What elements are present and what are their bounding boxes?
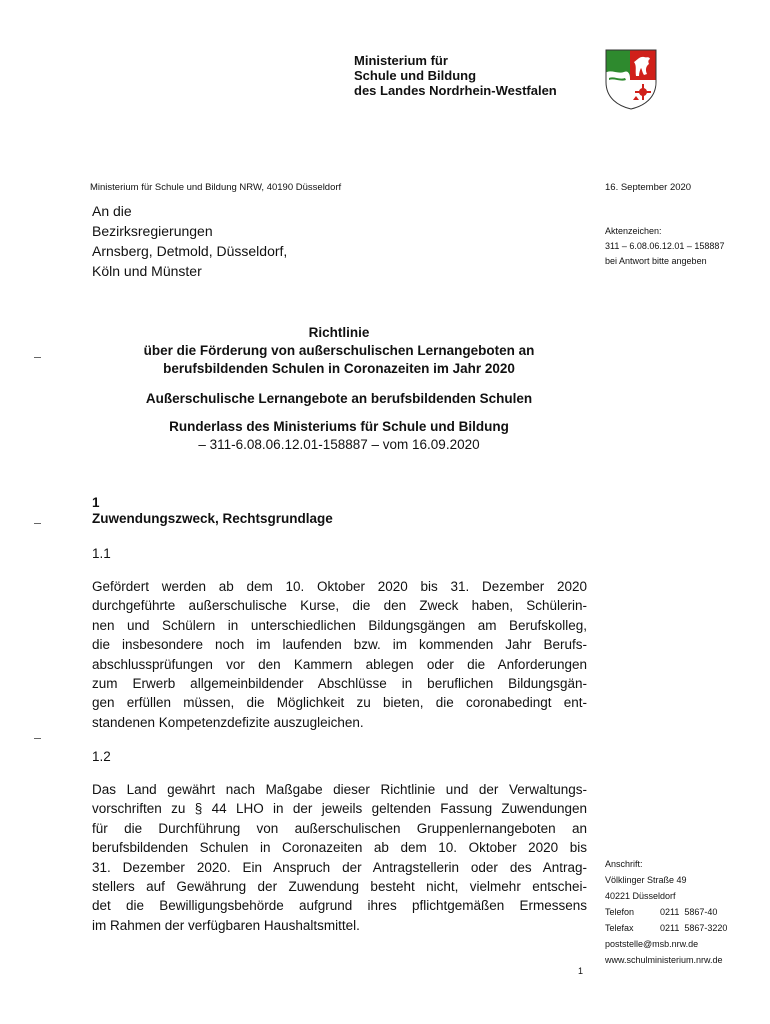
paragraph-line: zum Erwerb allgemeinbildender Abschlüsse in beruflichen Bildungsgän- bbox=[92, 676, 587, 692]
paragraph-line: nen und Schülern in unterschiedlichen Bildungsgängen am Berufskolleg, bbox=[92, 617, 587, 633]
subsection-number: 1.1 bbox=[92, 546, 111, 561]
section-heading: Zuwendungszweck, Rechtsgrundlage bbox=[92, 511, 333, 526]
address-city: 40221 Düsseldorf bbox=[605, 891, 676, 901]
paragraph-line: det die Bewilligungsbehörde aufgrund ihres pflichtgemäßen Ermessens bbox=[92, 898, 587, 914]
reference-block bbox=[605, 224, 724, 269]
paragraph-line: standenen Kompetenzdefizite auszugleichen. bbox=[92, 714, 364, 730]
paragraph-line: 31. Dezember 2020. Ein Anspruch der Antragstellerin oder des Antrag- bbox=[92, 859, 587, 875]
address-street: Völklinger Straße 49 bbox=[605, 875, 687, 885]
letter-date: 16. September 2020 bbox=[605, 182, 692, 193]
decree-reference: – 311-6.08.06.12.01-158887 – vom 16.09.2020 bbox=[198, 437, 480, 452]
recipient-address bbox=[92, 201, 287, 281]
paragraph-line: Das Land gewährt nach Maßgabe dieser Richtlinie und der Verwaltungs- bbox=[92, 782, 587, 797]
website-url: www.schulministerium.nrw.de bbox=[605, 955, 723, 965]
paragraph-line: stellers auf Gewährung der Zuwendung besteht nicht, vielmehr entschei- bbox=[92, 879, 587, 895]
paragraph-line: berufsbildenden Schulen in Coronazeiten ab dem 10. Oktober 2020 bis bbox=[92, 840, 587, 856]
section-number: 1 bbox=[92, 495, 100, 510]
title-line: über die Förderung von außerschulischen Lernangeboten an bbox=[143, 343, 535, 358]
reference-number: 311 – 6.08.06.12.01 – 158887 bbox=[605, 241, 725, 251]
document-title bbox=[90, 324, 588, 378]
ministry-line: des Landes Nordrhein-Westfalen bbox=[354, 83, 557, 98]
ministry-line: Schule und Bildung bbox=[354, 68, 477, 83]
fold-mark bbox=[34, 738, 41, 739]
fax-number: 0211 5867-3220 bbox=[660, 923, 728, 933]
ministry-name bbox=[354, 53, 557, 98]
title-line: Richtlinie bbox=[308, 325, 370, 340]
sender-line: Ministerium für Schule und Bildung NRW, 40190 Düsseldorf bbox=[90, 182, 342, 193]
recipient-line: Bezirksregierungen bbox=[92, 223, 213, 239]
reference-label: Aktenzeichen: bbox=[605, 226, 662, 236]
reference-note: bei Antwort bitte angeben bbox=[605, 256, 707, 266]
phone-row bbox=[605, 904, 727, 920]
nrw-coat-of-arms-icon bbox=[604, 48, 658, 110]
decree-block bbox=[90, 418, 588, 454]
decree-title: Runderlass des Ministeriums für Schule und Bildung bbox=[169, 419, 509, 434]
paragraph-line: vorschriften zu § 44 LHO in der jeweils geltenden Fassung Zuwendungen bbox=[92, 801, 587, 817]
paragraph-line: abschlussprüfungen vor den Kammern ablegen oder die Anforderungen bbox=[92, 656, 587, 672]
paragraph bbox=[92, 780, 587, 935]
phone-number: 0211 5867-40 bbox=[660, 907, 718, 917]
paragraph-line: für die Durchführung von außerschulischen Gruppenlernangeboten an bbox=[92, 820, 587, 836]
fold-mark bbox=[34, 357, 41, 358]
phone-label: Telefon bbox=[605, 907, 635, 917]
paragraph-line: im Rahmen der verfügbaren Haushaltsmittel. bbox=[92, 917, 360, 933]
paragraph bbox=[92, 577, 587, 732]
paragraph-line: durchgeführte außerschulische Kurse, die den Zweck haben, Schülerin- bbox=[92, 598, 587, 614]
short-title: Außerschulische Lernangebote an berufsbildenden Schulen bbox=[145, 391, 533, 406]
subsection-number: 1.2 bbox=[92, 749, 111, 764]
email-address: poststelle@msb.nrw.de bbox=[605, 939, 699, 949]
address-block bbox=[605, 856, 727, 968]
recipient-line: An die bbox=[92, 203, 132, 219]
recipient-line: Köln und Münster bbox=[92, 263, 202, 279]
paragraph-line: die insbesondere noch im laufenden bzw. im kommenden Jahr Berufs- bbox=[92, 637, 587, 653]
fold-mark bbox=[34, 523, 41, 524]
fax-label: Telefax bbox=[605, 923, 634, 933]
page-number: 1 bbox=[578, 966, 584, 976]
address-label: Anschrift: bbox=[605, 859, 643, 869]
paragraph-line: gen erfüllen müssen, die Möglichkeit zu bieten, die coronabedingt ent- bbox=[92, 695, 587, 711]
title-line: berufsbildenden Schulen in Coronazeiten im Jahr 2020 bbox=[163, 361, 515, 376]
ministry-line: Ministerium für bbox=[354, 53, 448, 68]
paragraph-line: Gefördert werden ab dem 10. Oktober 2020 bis 31. Dezember 2020 bbox=[92, 579, 587, 594]
fax-row bbox=[605, 920, 727, 936]
recipient-line: Arnsberg, Detmold, Düsseldorf, bbox=[92, 243, 288, 259]
